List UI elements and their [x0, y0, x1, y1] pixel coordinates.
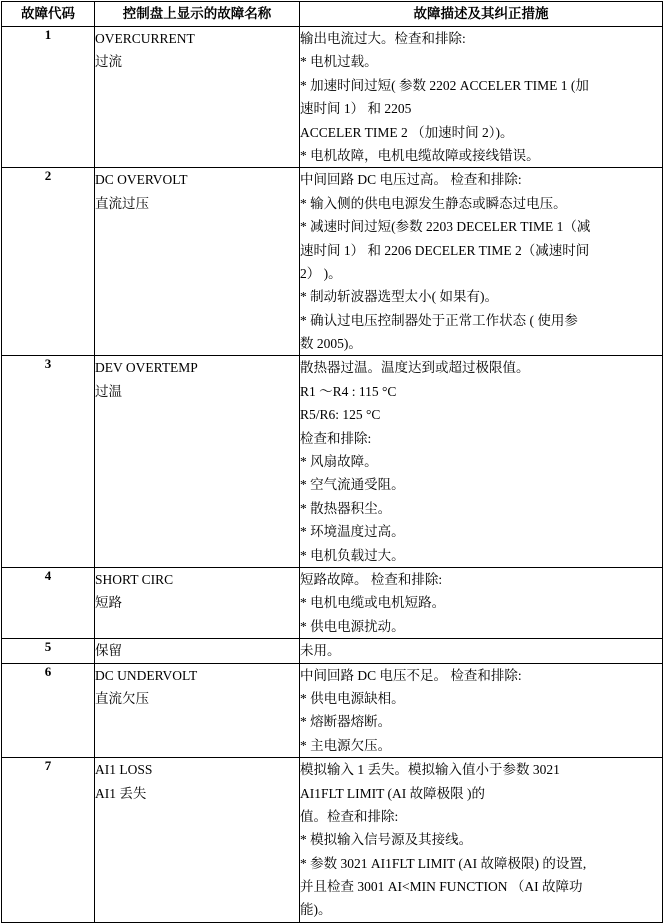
- fault-code-table: [1, 1, 663, 923]
- fault-description-line: 短路故障。 检查和排除:: [300, 571, 443, 587]
- fault-description-line: * 确认过电压控制器处于正常工作状态 ( 使用参: [300, 312, 578, 328]
- fault-description-line: * 电机电缆或电机短路。: [300, 595, 446, 611]
- table-row: [2, 356, 663, 568]
- fault-description-cell: [300, 27, 663, 168]
- fault-code: 2: [2, 168, 95, 356]
- fault-description-cell: [300, 356, 663, 568]
- fault-description-line: 检查和排除:: [300, 430, 372, 446]
- table-row: [2, 663, 663, 758]
- fault-description-line: R5/R6: 125 °C: [300, 407, 381, 423]
- fault-description-line: 速时间 1） 和 2205: [300, 101, 412, 117]
- fault-rows: [2, 27, 663, 923]
- fault-description-line: * 空气流通受阻。: [300, 477, 405, 493]
- fault-description-line: AI1FLT LIMIT (AI 故障极限 )的: [300, 785, 485, 801]
- fault-description-line: 速时间 1） 和 2206 DECELER TIME 2（减速时间: [300, 242, 590, 258]
- fault-name-line: DC OVERVOLT: [95, 172, 188, 188]
- fault-code: 4: [2, 567, 95, 638]
- table-row: [2, 758, 663, 923]
- fault-description-line: 未用。: [300, 643, 341, 659]
- fault-description-line: 值。检查和排除:: [300, 808, 399, 824]
- fault-description-line: * 参数 3021 AI1FLT LIMIT (AI 故障极限) 的设置,: [300, 855, 587, 871]
- fault-description-cell: [300, 663, 663, 758]
- fault-description-line: * 电机过载。: [300, 54, 378, 70]
- fault-description-line: 散热器过温。温度达到或超过极限值。: [300, 360, 530, 376]
- fault-description-line: * 加速时间过短( 参数 2202 ACCELER TIME 1 (加: [300, 77, 589, 93]
- fault-name-line: 直流欠压: [95, 690, 149, 706]
- fault-description-cell: [300, 567, 663, 638]
- fault-description-line: * 模拟输入信号源及其接线。: [300, 832, 473, 848]
- fault-description-line: * 供电电源缺相。: [300, 690, 405, 706]
- fault-name-line: SHORT CIRC: [95, 571, 174, 587]
- fault-description-cell: [300, 168, 663, 356]
- fault-name-cell: [95, 356, 300, 568]
- fault-description-line: * 环境温度过高。: [300, 524, 405, 540]
- fault-description-line: 中间回路 DC 电压过高。 检查和排除:: [300, 172, 522, 188]
- table-row: [2, 168, 663, 356]
- fault-description-line: * 输入侧的供电电源发生静态或瞬态过电压。: [300, 195, 567, 211]
- fault-description-line: * 供电电源扰动。: [300, 618, 405, 634]
- header-fault-name: 控制盘上显示的故障名称: [95, 2, 300, 27]
- fault-code: 1: [2, 27, 95, 168]
- table-row: [2, 567, 663, 638]
- fault-description-line: * 主电源欠压。: [300, 737, 392, 753]
- fault-description-line: * 制动斩波器选型太小( 如果有)。: [300, 289, 498, 305]
- fault-name-line: 直流过压: [95, 195, 149, 211]
- fault-description-line: * 电机负载过大。: [300, 547, 405, 563]
- header-fault-description: 故障描述及其纠正措施: [300, 2, 663, 27]
- fault-name-cell: [95, 758, 300, 923]
- table-row: [2, 27, 663, 168]
- fault-name-cell: [95, 663, 300, 758]
- fault-name-cell: [95, 27, 300, 168]
- table-row: [2, 639, 663, 663]
- fault-description-line: * 熔断器熔断。: [300, 714, 392, 730]
- fault-description-line: 中间回路 DC 电压不足。 检查和排除:: [300, 667, 522, 683]
- fault-name-line: 过温: [95, 383, 122, 399]
- fault-name-line: DEV OVERTEMP: [95, 360, 198, 376]
- fault-code: 3: [2, 356, 95, 568]
- fault-description-line: * 风扇故障。: [300, 454, 378, 470]
- table-header-row: [2, 2, 663, 27]
- fault-description-line: R1 ～R4 : 115 °C: [300, 383, 397, 399]
- fault-description-line: 输出电流过大。检查和排除:: [300, 31, 466, 46]
- fault-description-cell: [300, 758, 663, 923]
- fault-name-cell: [95, 567, 300, 638]
- fault-code: 7: [2, 758, 95, 923]
- fault-description-line: * 减速时间过短(参数 2203 DECELER TIME 1（减: [300, 219, 591, 235]
- fault-name-line: 保留: [95, 643, 122, 659]
- fault-description-line: 模拟输入 1 丢失。模拟输入值小于参数 3021: [300, 762, 560, 778]
- fault-name-line: DC UNDERVOLT: [95, 667, 198, 683]
- fault-description-line: * 电机故障，电机电缆故障或接线错误。: [300, 147, 540, 163]
- fault-name-line: OVERCURRENT: [95, 31, 195, 46]
- fault-description-line: 能)。: [300, 902, 332, 918]
- fault-name-cell: [95, 639, 300, 663]
- fault-description-line: 并且检查 3001 AI<MIN FUNCTION （AI 故障功: [300, 879, 583, 895]
- fault-name-cell: [95, 168, 300, 356]
- fault-code: 6: [2, 663, 95, 758]
- fault-name-line: AI1 丢失: [95, 785, 147, 801]
- fault-description-line: * 散热器积尘。: [300, 500, 392, 516]
- fault-description-line: 数 2005)。: [300, 336, 362, 352]
- header-fault-code: 故障代码: [2, 2, 95, 27]
- fault-name-line: AI1 LOSS: [95, 762, 153, 778]
- fault-code: 5: [2, 639, 95, 663]
- fault-description-line: ACCELER TIME 2 （加速时间 2）)。: [300, 124, 514, 140]
- fault-description-line: 2） )。: [300, 265, 342, 281]
- fault-description-cell: [300, 639, 663, 663]
- fault-name-line: 过流: [95, 54, 122, 70]
- fault-name-line: 短路: [95, 595, 122, 611]
